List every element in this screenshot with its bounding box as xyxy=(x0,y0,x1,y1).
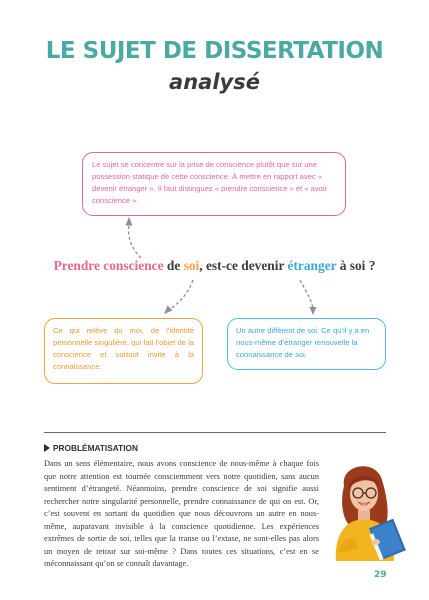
question-term-etranger: étranger xyxy=(287,258,337,273)
arrow-to-right-box xyxy=(300,280,313,309)
triangle-right-icon xyxy=(44,444,50,452)
question-text-end: à soi ? xyxy=(336,258,376,273)
arrowhead-top xyxy=(126,217,133,226)
page-title: LE SUJET DE DISSERTATION xyxy=(45,38,384,64)
question-text-de: de xyxy=(163,258,184,273)
question-term-soi: soi xyxy=(183,258,200,273)
arrowhead-left xyxy=(164,306,173,315)
student-photo xyxy=(318,456,408,561)
section-heading xyxy=(44,443,138,453)
arrowhead-right xyxy=(310,307,317,315)
problematisation-paragraph: Dans un sens élémentaire, nous avons conscience de nous-même à chaque fois que notre attention est tournée consciemment vers notre quotidien, sans aucun sentiment d’étrangeté. Néanmoins, prendre conscience de soi signifie aussi rechercher notre singularité personnelle, prendre connaissance de qui on est. Or, c’est souvent en sortant du quotidien que nous découvrons un autre en nous-même, auparavant invisible à la conscience quotidienne. Les expériences extrêmes de sortie de soi, telles que la transe ou l’extase, ne sont-elles pas alors un moyen de retour sur soi-même ? Dans toutes ces situations, c’est en se méconnaissant qu’on se connaît davantage. xyxy=(44,459,319,569)
analysis-box-prendre-conscience: Le sujet se concentre sur la prise de conscience plutôt que sur une possession statique de cette conscience. À mettre en rapport avec « devenir étranger ». Il faut distinguez « prendre conscience » et « avoir conscience ». xyxy=(82,152,346,216)
section-heading-label: PROBLÉMATISATION xyxy=(53,443,138,453)
analysis-box-soi: Ce qui relève du moi, de l’identité personnelle singulière, qui fait l’objet de la conscience et surtout invite à la connaissance. xyxy=(44,318,203,384)
page-number: 29 xyxy=(374,570,387,580)
arrow-to-top-box xyxy=(129,224,142,258)
page-subtitle: analysé xyxy=(169,70,260,94)
arrow-to-left-box xyxy=(169,280,193,310)
analysis-box-etranger: Un autre différent de soi. Ce qu’il y a en nous-même d’étranger renouvelle la connaissance de soi. xyxy=(227,318,386,370)
question-text-devenir: , est-ce devenir xyxy=(199,258,288,273)
question-term-prendre-conscience: Prendre conscience xyxy=(53,258,164,273)
section-divider xyxy=(44,432,386,433)
dissertation-question xyxy=(0,258,429,274)
